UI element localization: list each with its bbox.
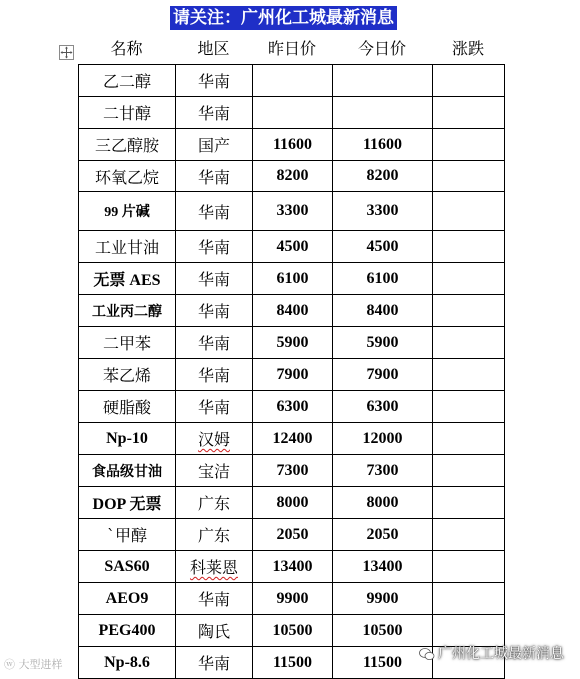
table-row: [79, 231, 505, 263]
table-row: [79, 295, 505, 327]
cell-region: 宝洁: [176, 455, 253, 487]
cell-product-name: SAS60: [79, 551, 176, 583]
cell-region: 广东: [176, 519, 253, 551]
cell-today-price: 12000: [333, 423, 433, 455]
cell-today-price: 11600: [333, 129, 433, 161]
cell-today-price: 8400: [333, 295, 433, 327]
cell-product-name: Np-8.6: [79, 647, 176, 679]
cell-product-name: `甲醇: [79, 519, 176, 551]
cell-today-price: 11500: [333, 647, 433, 679]
cell-change: [433, 192, 505, 231]
table-row: [79, 263, 505, 295]
header-region: 地区: [197, 39, 230, 58]
cell-yesterday-price: 5900: [253, 327, 333, 359]
cell-product-name: 环氧乙烷: [79, 161, 176, 192]
cell-region: 国产: [176, 129, 253, 161]
cell-change: [433, 583, 505, 615]
weibo-icon: ⓦ: [4, 658, 19, 671]
cell-region: 华南: [176, 391, 253, 423]
cell-yesterday-price: 10500: [253, 615, 333, 647]
table-row: [79, 455, 505, 487]
cell-yesterday-price: 8200: [253, 161, 333, 192]
cell-yesterday-price: 11500: [253, 647, 333, 679]
cell-today-price: 6100: [333, 263, 433, 295]
table-row: [79, 391, 505, 423]
table-row: [79, 519, 505, 551]
wechat-icon: [419, 647, 435, 665]
cell-change: [433, 295, 505, 327]
header-yesterday-price: 昨日价: [267, 39, 316, 58]
cell-region: 华南: [176, 359, 253, 391]
cell-region: 华南: [176, 295, 253, 327]
cell-region: 华南: [176, 97, 253, 129]
cell-product-name: 二甲苯: [79, 327, 176, 359]
header-change: 涨跌: [451, 39, 484, 58]
cell-region: 华南: [176, 583, 253, 615]
cell-yesterday-price: 13400: [253, 551, 333, 583]
cell-change: [433, 97, 505, 129]
table-row: [79, 583, 505, 615]
cell-today-price: 7300: [333, 455, 433, 487]
cell-change: [433, 65, 505, 97]
cell-product-name: 食品级甘油: [79, 455, 176, 487]
cell-today-price: 6300: [333, 391, 433, 423]
cell-product-name: 99 片碱: [79, 192, 176, 231]
cell-change: [433, 487, 505, 519]
cell-change: [433, 391, 505, 423]
cell-today-price: 3300: [333, 192, 433, 231]
cell-yesterday-price: 11600: [253, 129, 333, 161]
cell-change: [433, 161, 505, 192]
cell-change: [433, 129, 505, 161]
table-row: [79, 161, 505, 192]
cell-today-price: 13400: [333, 551, 433, 583]
watermark-right: 广州化工城最新消息: [419, 643, 564, 665]
table-row: [79, 423, 505, 455]
cell-yesterday-price: [253, 97, 333, 129]
cell-yesterday-price: 3300: [253, 192, 333, 231]
table-row: [79, 487, 505, 519]
table-row: [79, 192, 505, 231]
cell-change: [433, 615, 505, 647]
cell-region: 华南: [176, 161, 253, 192]
cell-today-price: 8200: [333, 161, 433, 192]
table-move-handle-icon[interactable]: [59, 45, 74, 60]
cell-yesterday-price: 6100: [253, 263, 333, 295]
cell-product-name: PEG400: [79, 615, 176, 647]
cell-product-name: 工业甘油: [79, 231, 176, 263]
cell-today-price: [333, 65, 433, 97]
cell-change: [433, 231, 505, 263]
cell-yesterday-price: 9900: [253, 583, 333, 615]
cell-region: 华南: [176, 327, 253, 359]
cell-yesterday-price: 8400: [253, 295, 333, 327]
cell-product-name: 三乙醇胺: [79, 129, 176, 161]
cell-today-price: [333, 97, 433, 129]
price-table: [78, 64, 505, 679]
page-title: 请关注：广州化工城最新消息: [170, 6, 397, 30]
spellcheck-underline: 科莱恩: [189, 558, 238, 577]
cell-yesterday-price: 2050: [253, 519, 333, 551]
table-row: [79, 359, 505, 391]
cell-region: 华南: [176, 231, 253, 263]
cell-region: 陶氏: [176, 615, 253, 647]
cell-today-price: 9900: [333, 583, 433, 615]
cell-product-name: Np-10: [79, 423, 176, 455]
table-row: [79, 97, 505, 129]
cell-change: [433, 519, 505, 551]
table-row: [79, 129, 505, 161]
cell-region: [176, 423, 253, 455]
cell-product-name: DOP 无票: [79, 487, 176, 519]
cell-yesterday-price: 4500: [253, 231, 333, 263]
cell-yesterday-price: 7900: [253, 359, 333, 391]
cell-change: [433, 263, 505, 295]
cell-product-name: AEO9: [79, 583, 176, 615]
cell-region: 华南: [176, 65, 253, 97]
cell-change: [433, 327, 505, 359]
cell-today-price: 7900: [333, 359, 433, 391]
table-row: [79, 551, 505, 583]
table-row: [79, 327, 505, 359]
cell-product-name: 硬脂酸: [79, 391, 176, 423]
cell-product-name: 工业丙二醇: [79, 295, 176, 327]
cell-yesterday-price: [253, 65, 333, 97]
cell-yesterday-price: 7300: [253, 455, 333, 487]
cell-region: [176, 551, 253, 583]
cell-yesterday-price: 8000: [253, 487, 333, 519]
cell-region: 广东: [176, 487, 253, 519]
cell-today-price: 8000: [333, 487, 433, 519]
header-today-price: 今日价: [357, 39, 406, 58]
table-header-row: [78, 36, 504, 62]
cell-today-price: 10500: [333, 615, 433, 647]
cell-change: [433, 455, 505, 487]
cell-change: [433, 359, 505, 391]
cell-yesterday-price: 6300: [253, 391, 333, 423]
cell-product-name: 二甘醇: [79, 97, 176, 129]
table-row: [79, 65, 505, 97]
header-name: 名称: [110, 39, 143, 58]
cell-region: 华南: [176, 647, 253, 679]
cell-change: [433, 551, 505, 583]
cell-region: 华南: [176, 192, 253, 231]
spellcheck-underline: 汉姆: [197, 430, 230, 449]
cell-today-price: 4500: [333, 231, 433, 263]
cell-today-price: 5900: [333, 327, 433, 359]
cell-change: [433, 423, 505, 455]
cell-product-name: 乙二醇: [79, 65, 176, 97]
cell-product-name: 无票 AES: [79, 263, 176, 295]
cell-region: 华南: [176, 263, 253, 295]
watermark-left: ⓦ 大型进样: [4, 658, 63, 671]
table-row: [79, 615, 505, 647]
cell-product-name: 苯乙烯: [79, 359, 176, 391]
cell-today-price: 2050: [333, 519, 433, 551]
cell-yesterday-price: 12400: [253, 423, 333, 455]
